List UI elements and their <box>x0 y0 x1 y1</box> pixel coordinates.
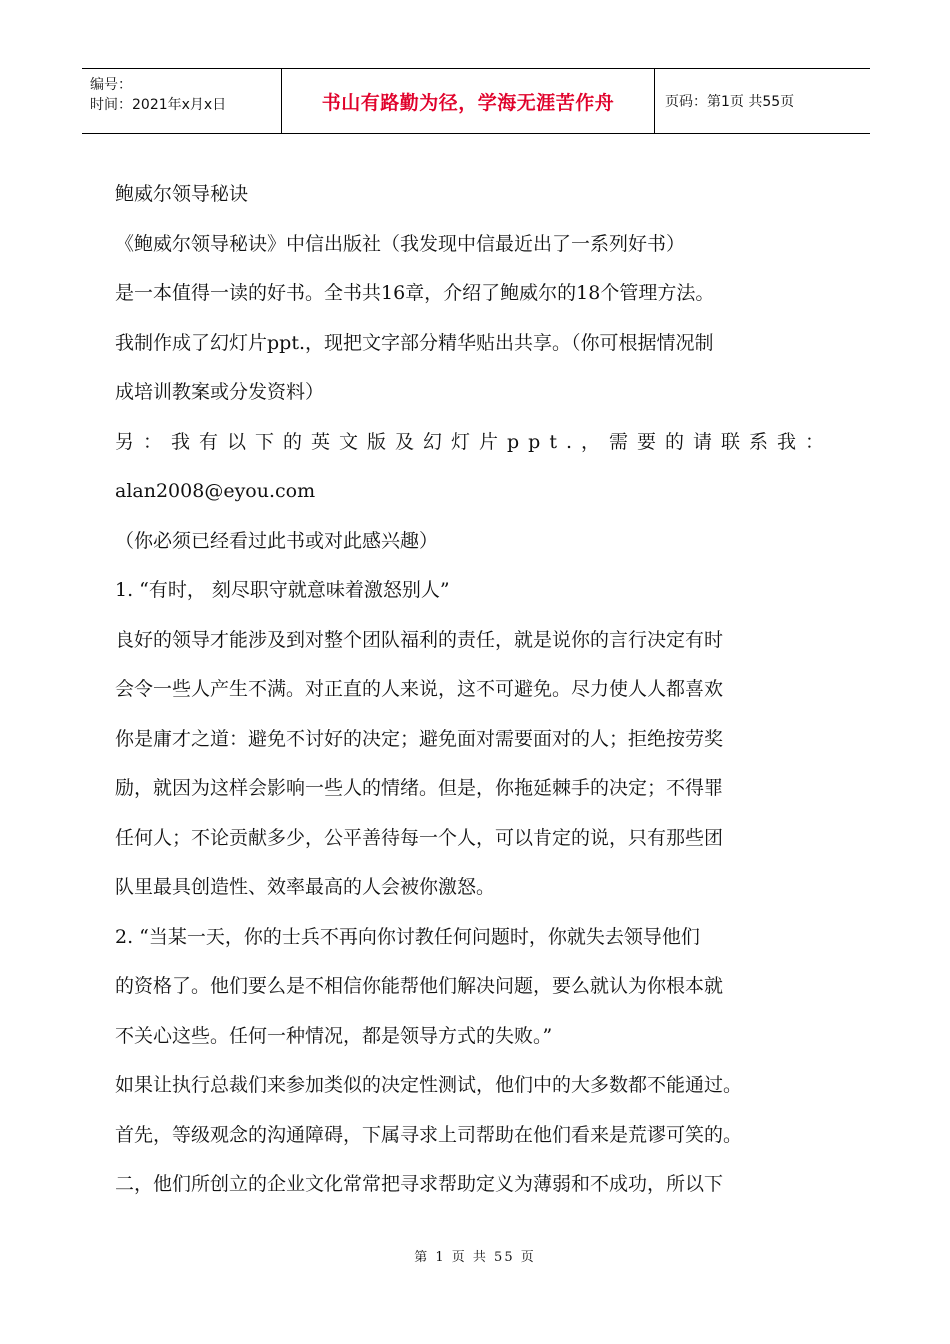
body-line: 你是庸才之道：避免不讨好的决定；避免面对需要面对的人；拒绝按劳奖 <box>115 727 724 750</box>
body-line: 二，他们所创立的企业文化常常把寻求帮助定义为薄弱和不成功，所以下 <box>115 1173 724 1195</box>
body-line: 如果让执行总裁们来参加类似的决定性测试，他们中的大多数都不能通过。 <box>115 1074 743 1096</box>
header-meta-cell <box>82 69 282 133</box>
page-footer: 第 1 页 共 55 页 <box>414 1250 536 1265</box>
header-motto-cell <box>282 69 655 133</box>
body-line: 我制作成了幻灯片ppt.，现把文字部分精华贴出共享。（你可根据情况制 <box>115 331 714 354</box>
body-line: 任何人；不论贡献多少，公平善待每一个人，可以肯定的说，只有那些团 <box>115 826 724 849</box>
body-line: 《鲍威尔领导秘诀》中信出版社（我发现中信最近出了一系列好书） <box>115 232 686 255</box>
body-line: 是一本值得一读的好书。全书共16章，介绍了鲍威尔的18个管理方法。 <box>115 282 715 304</box>
body-line: 另：我有以下的英文版及幻灯片ppt.，需要的请联系我： <box>115 430 834 453</box>
document-body <box>115 170 840 1210</box>
body-line: 会令一些人产生不满。对正直的人来说，这不可避免。尽力使人人都喜欢 <box>115 678 724 700</box>
email-address: alan2008@eyou.com <box>115 480 316 502</box>
document-header <box>82 68 870 134</box>
header-page-cell <box>655 69 870 133</box>
body-line: 励，就因为这样会影响一些人的情绪。但是，你拖延棘手的决定；不得罪 <box>115 777 724 799</box>
document-title: 鲍威尔领导秘诀 <box>115 183 249 205</box>
body-line: 不关心这些。任何一种情况，都是领导方式的失败。” <box>115 1024 553 1047</box>
body-line: 良好的领导才能涉及到对整个团队福利的责任，就是说你的言行决定有时 <box>115 628 724 651</box>
body-line: 的资格了。他们要么是不相信你能帮他们解决问题，要么就认为你根本就 <box>115 975 724 997</box>
time-label: 时间：2021年x月x日 <box>90 97 227 113</box>
body-line: 成培训教案或分发资料） <box>115 381 325 403</box>
body-line: 队里最具创造性、效率最高的人会被你激怒。 <box>115 876 496 898</box>
section-heading-1: 1. “有时， 刻尽职守就意味着激怒别人” <box>115 579 450 601</box>
body-line: 首先，等级观念的沟通障碍，下属寻求上司帮助在他们看来是荒谬可笑的。 <box>115 1123 743 1146</box>
section-heading-2: 2. “当某一天，你的士兵不再向你讨教任何问题时，你就失去领导他们 <box>115 925 700 948</box>
motto-text: 书山有路勤为径，学海无涯苦作舟 <box>321 91 615 114</box>
number-label: 编号： <box>90 77 132 93</box>
body-line: （你必须已经看过此书或对此感兴趣） <box>115 529 439 552</box>
page-info: 页码：第1页 共55页 <box>665 94 795 110</box>
